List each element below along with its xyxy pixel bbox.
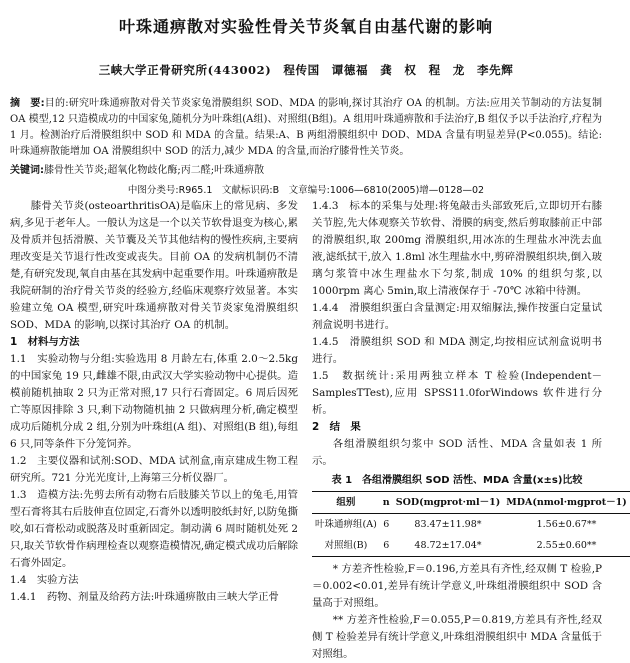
left-column bbox=[10, 198, 298, 606]
section-1-4: 1.4 实验方法 bbox=[10, 574, 79, 586]
paper-title: 叶珠通痹散对实验性骨关节炎氧自由基代谢的影响 bbox=[118, 17, 493, 36]
section-1-1: 1.1 实验动物与分组:实验选用 8 月龄左右,体重 2.0～2.5kg 的中国家兔 19 只,雌雄不限,由武汉大学实验动物中心提供。造模前随机抽取 2 只为正常对照,17 只行石膏固定。6 周后因死亡等原因排除 3 只,剩下动物随机抽 2 只做病理分析,确定模型成功后随机分成 2 组,分别为叶珠组(A 组)、对照组(B 组),每组 6 只,同等条件下分笼饲养。 bbox=[10, 353, 298, 450]
section-1-4-5: 1.4.5 滑膜组织 SOD 和 MDA 测定,均按相应试剂盒说明书进行。 bbox=[312, 336, 602, 365]
table-row bbox=[312, 535, 630, 557]
table-header-cell: n bbox=[382, 497, 390, 508]
section-1-4-1: 1.4.1 药物、剂量及给药方法:叶珠通痹散由三峡大学正骨 bbox=[10, 591, 279, 603]
section-1-4-3: 1.4.3 标本的采集与处理:将兔敲击头部致死后,立即切开右膝关节腔,先大体观察关节软骨、滑膜的病变,然后剪取膝前正中部的滑膜组织,取 200mg 滑膜组织,用冰冻的生理盐水冲洗去血液,滤纸拭干,放入 1.8ml 冰生理盐水中,剪碎滑膜组织块,倒入玻璃匀浆管中冰生理盐水下匀浆,制成 10% 的组织匀浆,以 1000rpm 离心 5min,取上清液保存于 -70℃ 冰箱中待测。 bbox=[312, 200, 602, 297]
section-1-4-4: 1.4.4 滑膜组织蛋白含量测定:用双缩脲法,操作按蛋白定量试剂盒说明书进行。 bbox=[312, 302, 602, 331]
right-column bbox=[312, 198, 627, 663]
table-note-2: ** 方差齐性检验,F＝0.055,P＝0.819,方差具有齐性,经双侧 T 检验差异有统计学意义,叶珠组滑膜组织中 MDA 含量低于对照组。 bbox=[312, 614, 602, 660]
results-intro: 各组滑膜组织匀浆中 SOD 活性、MDA 含量如表 1 所示。 bbox=[312, 438, 602, 467]
table-header-cell: 组别 bbox=[336, 497, 356, 508]
classification-line: 中图分类号:R965.1 文献标识码:B 文章编号:1006—6810(2005)增—0128—02 bbox=[127, 185, 485, 196]
results-table bbox=[312, 491, 630, 557]
table-cell: 83.47±11.98* bbox=[414, 519, 482, 530]
intro-paragraph: 膝骨关节炎(osteoarthritisOA)是临床上的常见病、多发病,多见于老年人。一般认为这是一个以关节软骨退变为核心,累及骨质并包括滑膜、关节囊及关节其他结构的慢性疾病,主要病理改变是关节退行性改变或丧失。目前 OA 的发病机制仍不清楚,有研究发现,氧自由基在其发病中起重要作用。叶珠通痹散是我院研制的治疗骨关节炎的经验方,经临床观察疗效显著。本实验建立兔 OA 模型,研究叶珠通痹散对骨关节炎家兔滑膜组织 SOD、MDA 的影响,以探讨其治疗 OA 的机制。 bbox=[10, 200, 298, 331]
section-1-5: 1.5 数据统计:采用两独立样本 T 检验(Independent－SamplesTTest),应用 SPSS11.0forWindows 软件进行分析。 bbox=[312, 370, 602, 416]
section-heading-methods: 1 材料与方法 bbox=[10, 336, 80, 348]
table-row bbox=[312, 514, 630, 536]
keywords-text: 膝骨性关节炎;超氧化物歧化酶;丙二醛;叶珠通痹散 bbox=[44, 165, 265, 176]
table-note-1: * 方差齐性检验,F＝0.196,方差具有齐性,经双侧 T 检验,P＝0.002<0.01,差异有统计学意义,叶珠组滑膜组织中 SOD 含量高于对照组。 bbox=[312, 563, 602, 609]
keywords-label: 关键词: bbox=[10, 165, 44, 176]
section-1-2: 1.2 主要仪器和试剂:SOD、MDA 试剂盒,南京建成生物工程研究所。721 分光光度计,上海第三分析仪器厂。 bbox=[10, 455, 298, 484]
table-cell: 1.56±0.67** bbox=[536, 519, 597, 530]
abstract-label: 摘 要: bbox=[10, 98, 45, 109]
table-header-cell: SOD(mgprot·ml－1) bbox=[395, 497, 501, 508]
table-cell: 2.55±0.60** bbox=[536, 540, 597, 551]
table-caption: 表 1 各组滑膜组织 SOD 活性、MDA 含量(x±s)比较 bbox=[331, 475, 583, 486]
keywords bbox=[10, 164, 602, 178]
abstract bbox=[10, 96, 602, 160]
section-1-3: 1.3 造模方法:先剪去所有动物右后肢膝关节以上的兔毛,用管型石膏将其右后肢伸直位固定,石膏外以透明胶纸封好,以防兔撕咬,如石膏松动或脱落及时重新固定。制动满 6 周时随机处死 2 只,取关节软骨作病理检查以观察造模情况,确定模式成功后解除石膏外固定。 bbox=[10, 489, 298, 569]
abstract-text: 目的:研究叶珠通痹散对骨关节炎家兔滑膜组织 SOD、MDA 的影响,探讨其治疗 OA 的机制。方法:应用关节制动的方法复制 OA 模型,12 只造模成功的中国家兔,随机分为叶珠组(A组)、对照组(B组)。A 组用叶珠通痹散和手法治疗,B 组仅予以手法治疗,疗程为 1 月。检测治疗后滑膜组织中 SOD 和 MDA 的含量。结果:A、B 两组滑膜组织中 DOD、MDA 含量有明显差异(P<0.055)。结论:叶珠通痹散能增加 OA 滑膜组织中 SOD 的活力,减少 MDA 的含量,而治疗膝骨性关节炎。 bbox=[10, 98, 602, 157]
table-cell: 对照组(B) bbox=[324, 540, 368, 551]
table-cell: 6 bbox=[383, 540, 390, 551]
table-cell: 叶珠通痹组(A) bbox=[315, 519, 377, 530]
table-cell: 6 bbox=[383, 519, 390, 530]
table-header-row bbox=[312, 492, 630, 514]
section-heading-results: 2 结 果 bbox=[312, 421, 361, 433]
table-cell: 48.72±17.04* bbox=[414, 540, 482, 551]
table-header-cell: MDA(nmol·mgprot－1) bbox=[506, 497, 627, 508]
author-line: 三峡大学正骨研究所(443002) 程传国 谭德福 龚 权 程 龙 李先辉 bbox=[98, 63, 514, 77]
